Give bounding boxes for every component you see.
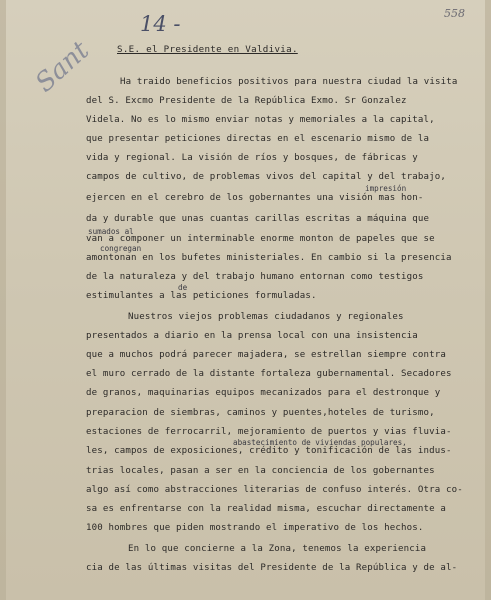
body-line: ejercen en el cerebro de los gobernantes una visión mas hon- — [86, 193, 424, 203]
margin-annotation: Sant — [30, 35, 96, 99]
body-line: les, campos de exposiciones, crédito y tonificación de las indus- — [86, 446, 452, 456]
paper-edge-left — [0, 0, 6, 600]
body-line: estimulantes a las peticiones formuladas. — [86, 291, 317, 301]
body-line: sa es enfrentarse con la realidad misma, escuchar directamente a — [86, 504, 446, 514]
body-line: del S. Excmo Presidente de la República Exmo. Sr Gonzalez — [86, 96, 407, 106]
handwritten-insertion: de — [178, 283, 188, 292]
body-line: trias locales, pasan a ser en la conciencia de los gobernantes — [86, 466, 435, 476]
handwritten-insertion: congregan — [100, 244, 142, 253]
body-line: cia de las últimas visitas del Presidente de la República y de al- — [86, 563, 458, 573]
body-line: En lo que concierne a la Zona, tenemos la experiencia — [128, 544, 427, 554]
paper-edge-right — [485, 0, 491, 600]
handwritten-insertion: impresión — [365, 184, 407, 193]
body-line: algo así como abstracciones literarias de confuso interés. Otra co- — [86, 485, 463, 495]
document-title: S.E. el Presidente en Valdivia. — [117, 44, 298, 55]
body-line: el muro cerrado de la distante fortaleza gubernamental. Secadores — [86, 369, 452, 379]
archive-stamp-number: 558 — [444, 7, 465, 20]
body-line: 100 hombres que piden mostrando el imperativo de los hechos. — [86, 523, 424, 533]
handwritten-insertion: abastecimiento de viviendas populares, — [233, 438, 407, 447]
body-line: que a muchos podrá parecer majadera, se estrellan siempre contra — [86, 350, 446, 360]
handwritten-insertion: sumados al — [88, 227, 134, 236]
body-line: vida y regional. La visión de ríos y bosques, de fábricas y — [86, 153, 418, 163]
body-line: que presentar peticiones directas en el escenario mismo de la — [86, 134, 430, 144]
body-line: estaciones de ferrocarril, mejoramiento de puertos y vias fluvia- — [86, 427, 452, 437]
body-line: van a componer un interminable enorme monton de papeles que se — [86, 234, 435, 244]
body-line: preparacion de siembras, caminos y puentes,hoteles de turismo, — [86, 408, 435, 418]
body-line: da y durable que unas cuantas carillas escritas a máquina que — [86, 214, 430, 224]
body-line: Nuestros viejos problemas ciudadanos y regionales — [128, 312, 404, 322]
body-line: de granos, maquinarias equipos mecanizados para el destronque y — [86, 388, 441, 398]
body-line: presentados a diario en la prensa local con una insistencia — [86, 331, 418, 341]
handwritten-page-number: 14 - — [140, 12, 181, 36]
body-line: de la naturaleza y del trabajo humano entornan como testigos — [86, 272, 424, 282]
body-line: Ha traido beneficios positivos para nuestra ciudad la visita — [120, 77, 458, 87]
body-line: campos de cultivo, de problemas vivos del capital y del trabajo, — [86, 172, 446, 182]
body-line: Videla. No es lo mismo enviar notas y memoriales a la capital, — [86, 115, 435, 125]
body-line: amontonan en los bufetes ministeriales. En cambio si la presencia — [86, 253, 452, 263]
